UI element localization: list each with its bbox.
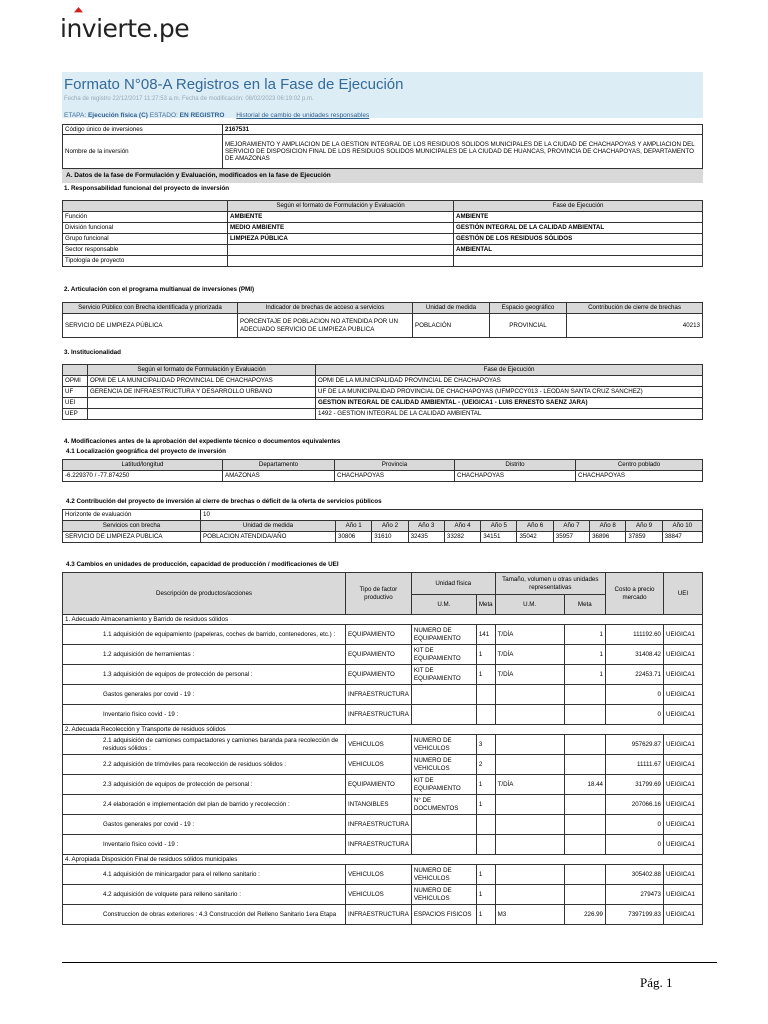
table-cell: 957629.87 (606, 735, 664, 755)
table-row (63, 905, 703, 925)
group-row (63, 855, 703, 865)
table-cell: Sector responsable (63, 245, 228, 256)
table-cell: Según el formato de Formulación y Evaluación (228, 201, 454, 212)
table-cell (88, 409, 316, 420)
table-cell: OPMI DE LA MUNICIPALIDAD PROVINCIAL DE CHACHAPOYAS (316, 376, 703, 387)
table-cell: 2167531 (223, 125, 703, 135)
table-cell: Año 2 (372, 521, 408, 532)
group-title: 2. Adecuada Recolección y Transporte de residuos sólidos (63, 725, 703, 735)
table-cell (476, 705, 495, 725)
table-cell (564, 795, 605, 815)
table-cell: 30806 (336, 532, 372, 543)
s41-title: 4.1 Localización geográfica del proyecto de inversión (66, 448, 226, 455)
table-cell: 18.44 (564, 775, 605, 795)
table-cell: 1 (564, 665, 605, 685)
table-cell: 31408.42 (606, 645, 664, 665)
table-cell: KIT DE EQUIPAMIENTO (411, 665, 476, 685)
table-cell: PROVINCIAL (490, 314, 567, 338)
table-cell (495, 885, 564, 905)
table-cell: 141 (476, 625, 495, 645)
table-cell: 40213 (567, 314, 703, 338)
table-cell: T/DÍA (495, 645, 564, 665)
table-row (63, 865, 703, 885)
table-row (63, 645, 703, 665)
table-cell: OPMI DE LA MUNICIPALIDAD PROVINCIAL DE CHACHAPOYAS (88, 376, 316, 387)
table-cell: UEP (63, 409, 88, 420)
table-cell (564, 835, 605, 855)
table-cell: UEI (664, 573, 703, 615)
localizacion-table (62, 459, 703, 482)
table-cell: 0 (606, 835, 664, 855)
table-cell: UEI (63, 398, 88, 409)
table-cell (88, 398, 316, 409)
logo-text: invierte.pe (60, 14, 190, 43)
table-cell: Costo a precio mercado (606, 573, 664, 615)
table-cell (411, 835, 476, 855)
table-cell: Año 7 (553, 521, 589, 532)
table-cell: OPMI (63, 376, 88, 387)
table-cell: GESTION INTEGRAL DE CALIDAD AMBIENTAL - (UEIGICA1 - LUIS ERNESTO SAENZ JARA) (316, 398, 703, 409)
table-cell (564, 705, 605, 725)
table-cell: MEDIO AMBIENTE (228, 223, 454, 234)
table-cell: Construccion de obras exteriores : 4.3 Construcción del Relleno Sanitario 1era Etapa (63, 905, 346, 925)
table-cell: U.M. (495, 595, 564, 615)
table-cell: UEIGICA1 (664, 905, 703, 925)
table-cell: 11111.67 (606, 755, 664, 775)
table-cell: Año 3 (408, 521, 444, 532)
table-cell (564, 755, 605, 775)
table-cell: Año 10 (662, 521, 702, 532)
table-cell: NUMERO DE VEHICULOS (411, 885, 476, 905)
stage-value: Ejecución física (C) (87, 112, 148, 119)
table-cell: 1 (476, 645, 495, 665)
table-cell: Año 5 (481, 521, 517, 532)
table-cell (564, 865, 605, 885)
table-cell: 1 (476, 795, 495, 815)
table-cell: Gastos generales por covid - 19 : (63, 685, 346, 705)
table-cell: INTANGIBLES (346, 795, 412, 815)
status-value: EN REGISTRO (179, 112, 225, 119)
table-cell: T/DÍA (495, 665, 564, 685)
table-cell: Fase de Ejecución (316, 365, 703, 376)
table-cell: N° DE DOCUMENTOS (411, 795, 476, 815)
page-number: Pág. 1 (640, 975, 673, 990)
table-cell: Unidad física (411, 573, 495, 595)
table-cell: UF (63, 387, 88, 398)
table-cell: UEIGICA1 (664, 775, 703, 795)
table-cell: 0 (606, 705, 664, 725)
table-cell: SERVICIO DE LIMPIEZA PÚBLICA (63, 314, 238, 338)
table-cell: INFRAESTRUCTURA (346, 685, 412, 705)
invierte-pe-logo (60, 14, 189, 43)
table-cell: 22453.71 (606, 665, 664, 685)
table-cell (63, 365, 88, 376)
table-cell: Grupo funcional (63, 234, 228, 245)
table-row (63, 735, 703, 755)
table-cell: AMBIENTAL (454, 245, 703, 256)
table-cell: 2.1 adquisición de camiones compactadores y camiones baranda para recolección de residuos sólidos : (63, 735, 346, 755)
table-cell: 38847 (662, 532, 702, 543)
table-cell: Año 6 (517, 521, 553, 532)
table-cell (495, 685, 564, 705)
table-cell: VEHICULOS (346, 885, 412, 905)
table-cell: UEIGICA1 (664, 645, 703, 665)
responsabilidad-table (62, 200, 703, 267)
table-cell (564, 735, 605, 755)
table-cell: 35957 (553, 532, 589, 543)
table-cell: 1.2 adquisición de herramientas : (63, 645, 346, 665)
table-row (63, 815, 703, 835)
table-cell (63, 201, 228, 212)
table-cell (495, 735, 564, 755)
table-cell: Servicio Público con Brecha identificada y priorizada (63, 303, 238, 314)
s4-title: 4. Modificaciones antes de la aprobación del expediente técnico o documentos equivalentes (64, 438, 341, 445)
table-cell: UEIGICA1 (664, 665, 703, 685)
table-cell (564, 815, 605, 835)
table-cell: UEIGICA1 (664, 755, 703, 775)
info-table (62, 124, 703, 169)
table-cell (495, 755, 564, 775)
table-cell: 226.99 (564, 905, 605, 925)
table-cell: EQUIPAMIENTO (346, 625, 412, 645)
table-cell: Provincia (335, 460, 455, 471)
table-cell: Inventario físico covid - 19 : (63, 705, 346, 725)
table-cell (495, 835, 564, 855)
table-cell: AMBIENTE (228, 212, 454, 223)
footer-rule (62, 962, 717, 963)
table-cell (476, 835, 495, 855)
table-cell: Gastos generales por covid - 19 : (63, 815, 346, 835)
table-cell: Código único de inversiones (63, 125, 223, 135)
table-row (63, 705, 703, 725)
table-cell: INFRAESTRUCTURA (346, 705, 412, 725)
table-cell: 4.1 adquisición de minicargador para el relleno sanitario : (63, 865, 346, 885)
table-cell: GERENCIA DE INFRAESTRUCTURA Y DESARROLLO URBANO (88, 387, 316, 398)
table-cell: Año 4 (444, 521, 480, 532)
table-cell: 1 (476, 775, 495, 795)
table-row (63, 775, 703, 795)
table-cell: UEIGICA1 (664, 865, 703, 885)
table-cell: INFRAESTRUCTURA (346, 905, 412, 925)
table-cell: PORCENTAJE DE POBLACION NO ATENDIDA POR UN ADECUADO SERVICIO DE LIMPIEZA PUBLICA (238, 314, 413, 338)
s42-title: 4.2 Contribución del proyecto de inversión al cierre de brechas o déficit de la oferta de servicios públicos (66, 498, 382, 505)
table-cell: T/DÍA (495, 625, 564, 645)
table-cell: División funcional (63, 223, 228, 234)
table-cell: 2.3 adquisición de equipos de protección de personal : (63, 775, 346, 795)
table-cell: Unidad de medida (201, 521, 336, 532)
table-cell: UEIGICA1 (664, 815, 703, 835)
table-cell: NUMERO DE VEHICULOS (411, 735, 476, 755)
table-cell: CHACHAPOYAS (455, 471, 576, 482)
table-cell: EQUIPAMIENTO (346, 775, 412, 795)
table-cell: UEIGICA1 (664, 885, 703, 905)
table-cell: Meta (564, 595, 605, 615)
table-cell: Año 9 (626, 521, 662, 532)
table-row (63, 625, 703, 645)
table-cell: Año 8 (590, 521, 626, 532)
table-cell: UEIGICA1 (664, 835, 703, 855)
table-cell: Contribución de cierre de brechas (567, 303, 703, 314)
table-cell: CHACHAPOYAS (335, 471, 455, 482)
table-row (63, 755, 703, 775)
table-cell: 1 (476, 905, 495, 925)
table-cell (495, 815, 564, 835)
table-cell (495, 795, 564, 815)
group-title: 1. Adecuado Almacenamiento y Barrido de residuos sólidos (63, 615, 703, 625)
table-cell: UEIGICA1 (664, 685, 703, 705)
table-cell: Espacio geográfico (490, 303, 567, 314)
table-cell: SERVICIO DE LIMPIEZA PUBLICA (63, 532, 201, 543)
table-cell: 31610 (372, 532, 408, 543)
s43-title: 4.3 Cambios en unidades de producción, capacidad de producción / modificaciones de UEI (66, 561, 339, 568)
table-cell: Año 1 (336, 521, 372, 532)
table-cell: 3 (476, 735, 495, 755)
table-cell: Nombre de la inversión (63, 135, 223, 169)
table-cell: Tipología de proyecto (63, 256, 228, 267)
unidades-produccion-table (62, 572, 703, 925)
table-cell: Centro poblado (576, 460, 703, 471)
table-cell: M3 (495, 905, 564, 925)
table-cell: Servicios con brecha (63, 521, 201, 532)
table-cell: CHACHAPOYAS (576, 471, 703, 482)
table-cell: 1 (564, 645, 605, 665)
table-row (63, 685, 703, 705)
table-cell: 0 (606, 815, 664, 835)
table-cell (228, 245, 454, 256)
table-cell: 31799.69 (606, 775, 664, 795)
table-cell: Fase de Ejecución (454, 201, 703, 212)
table-cell: Distrito (455, 460, 576, 471)
table-cell: POBLACIÓN (413, 314, 490, 338)
table-cell: Inventario físico covid - 19 : (63, 835, 346, 855)
table-cell (495, 705, 564, 725)
table-cell: INFRAESTRUCTURA (346, 835, 412, 855)
table-cell: UEIGICA1 (664, 735, 703, 755)
table-cell: GESTIÓN INTEGRAL DE LA CALIDAD AMBIENTAL (454, 223, 703, 234)
table-cell (411, 815, 476, 835)
table-cell: U.M. (411, 595, 476, 615)
pmi-table (62, 302, 703, 338)
table-cell: LIMPIEZA PÚBLICA (228, 234, 454, 245)
table-cell: KIT DE EQUIPAMIENTO (411, 645, 476, 665)
table-cell: 1.3 adquisición de equipos de protección de personal : (63, 665, 346, 685)
table-cell: 305402.88 (606, 865, 664, 885)
table-cell: 4.2 adquisición de volquete para relleno sanitario : (63, 885, 346, 905)
table-cell: Horizonte de evaluación (63, 510, 201, 521)
table-cell: MEJORAMIENTO Y AMPLIACION DE LA GESTION INTEGRAL DE LOS RESIDUOS SOLIDOS MUNICIPALES DE LA CIUDAD DE CHACHAPOYAS Y AMPLIACION DEL SERVICIO DE DISPOSICION FINAL DE LOS RESIDUOS SOLIDOS MUNICIPALES DE LA CIUDAD DE HUANCAS, PROVINCIA DE CHACHAPOYAS, DEPARTAMENTO DE AMAZONAS (223, 135, 703, 169)
historial-link[interactable]: Historial de cambio de unidades responsables (236, 112, 370, 119)
logo-mark-icon (74, 7, 83, 16)
table-cell: 37859 (626, 532, 662, 543)
table-cell: 1 (476, 865, 495, 885)
table-cell: UEIGICA1 (664, 625, 703, 645)
table-cell: 1 (564, 625, 605, 645)
s1-title: 1. Responsabilidad funcional del proyecto de inversión (64, 185, 230, 192)
table-cell (476, 685, 495, 705)
table-cell: NUMERO DE VEHICULOS (411, 755, 476, 775)
table-cell: 2.4 elaboración e implementación del plan de barrido y recolección : (63, 795, 346, 815)
table-cell: EQUIPAMIENTO (346, 665, 412, 685)
table-cell: 32435 (408, 532, 444, 543)
table-row (63, 665, 703, 685)
table-cell: Departamento (223, 460, 335, 471)
table-cell: UEIGICA1 (664, 795, 703, 815)
table-cell: VEHICULOS (346, 755, 412, 775)
table-row (63, 885, 703, 905)
table-cell (564, 885, 605, 905)
table-cell: AMAZONAS (223, 471, 335, 482)
table-cell (454, 256, 703, 267)
table-cell: 10 (201, 510, 703, 521)
s3-title: 3. Institucionalidad (64, 349, 122, 356)
table-cell: 279473 (606, 885, 664, 905)
table-cell: Tamaño, volumen u otras unidades representativas (495, 573, 605, 595)
table-cell: Descripción de productos/acciones (63, 573, 346, 615)
table-cell: 111192.60 (606, 625, 664, 645)
table-cell: 207066.16 (606, 795, 664, 815)
table-cell: 33282 (444, 532, 480, 543)
table-cell: 7397199.83 (606, 905, 664, 925)
table-cell: 1492 - GESTION INTEGRAL DE LA CALIDAD AMBIENTAL (316, 409, 703, 420)
stage-line: ETAPA: Ejecución física (C) ESTADO: EN REGISTRO Historial de cambio de unidades responsables (64, 112, 370, 119)
table-cell (495, 865, 564, 885)
table-cell: INFRAESTRUCTURA (346, 815, 412, 835)
group-row (63, 725, 703, 735)
table-cell: Función (63, 212, 228, 223)
table-cell: Latitud/longitud (63, 460, 223, 471)
table-cell: KIT DE EQUIPAMIENTO (411, 775, 476, 795)
s2-title: 2. Articulación con el programa multianual de inversiones (PMI) (64, 286, 255, 293)
table-cell (411, 705, 476, 725)
table-cell: EQUIPAMIENTO (346, 645, 412, 665)
table-cell (476, 815, 495, 835)
table-cell (564, 685, 605, 705)
table-row (63, 835, 703, 855)
table-cell (411, 685, 476, 705)
table-cell: Según el formato de Formulación y Evaluación (88, 365, 316, 376)
table-cell: 35042 (517, 532, 553, 543)
table-cell: 34151 (481, 532, 517, 543)
table-cell (228, 256, 454, 267)
table-cell: Indicador de brechas de acceso a servicios (238, 303, 413, 314)
table-cell: NUMERO DE VEHICULOS (411, 865, 476, 885)
section-a-title: A. Datos de la fase de Formulación y Evaluación, modificados en la fase de Ejecución (62, 169, 703, 183)
table-cell: 2.2 adquisición de trimóviles para recolección de residuos sólidos : (63, 755, 346, 775)
table-cell: -6.229370 / -77.874250 (63, 471, 223, 482)
table-cell: 0 (606, 685, 664, 705)
table-cell: Unidad de medida (413, 303, 490, 314)
table-cell: 1.1 adquisición de equipamiento (papeleras, coches de barrido, contenedores, etc.) : (63, 625, 346, 645)
institucionalidad-table (62, 364, 703, 420)
table-cell: NUMERO DE EQUIPAMIENTO (411, 625, 476, 645)
table-cell: UF DE LA MUNICIPALIDAD PROVINCIAL DE CHACHAPOYAS (UFMPCCY013 - LEODAN SANTA CRUZ SANCHEZ) (316, 387, 703, 398)
group-title: 4. Apropiada Disposición Final de residuos sólidos municipales (63, 855, 703, 865)
table-cell: 1 (476, 885, 495, 905)
table-cell: 36896 (590, 532, 626, 543)
table-cell: AMBIENTE (454, 212, 703, 223)
table-cell: T/DÍA (495, 775, 564, 795)
table-cell: POBLACION ATENDIDA/AÑO (201, 532, 336, 543)
table-cell: UEIGICA1 (664, 705, 703, 725)
group-row (63, 615, 703, 625)
table-cell: VEHICULOS (346, 865, 412, 885)
table-cell: GESTIÓN DE LOS RESIDUOS SÓLIDOS (454, 234, 703, 245)
table-cell: VEHICULOS (346, 735, 412, 755)
page-title: Formato N°08-A Registros en la Fase de Ejecución (64, 76, 404, 93)
table-row (63, 795, 703, 815)
table-cell: 2 (476, 755, 495, 775)
table-cell: ESPACIOS FISICOS (411, 905, 476, 925)
table-cell: Tipo de factor productivo (346, 573, 412, 615)
contribucion-table (62, 509, 703, 543)
table-cell: 1 (476, 665, 495, 685)
table-cell: Meta (476, 595, 495, 615)
record-dates: Fecha de registro 22/12/2017 11:27:53 a.m. Fecha de modificación: 08/02/2023 06:19:02 p.m. (64, 96, 314, 102)
